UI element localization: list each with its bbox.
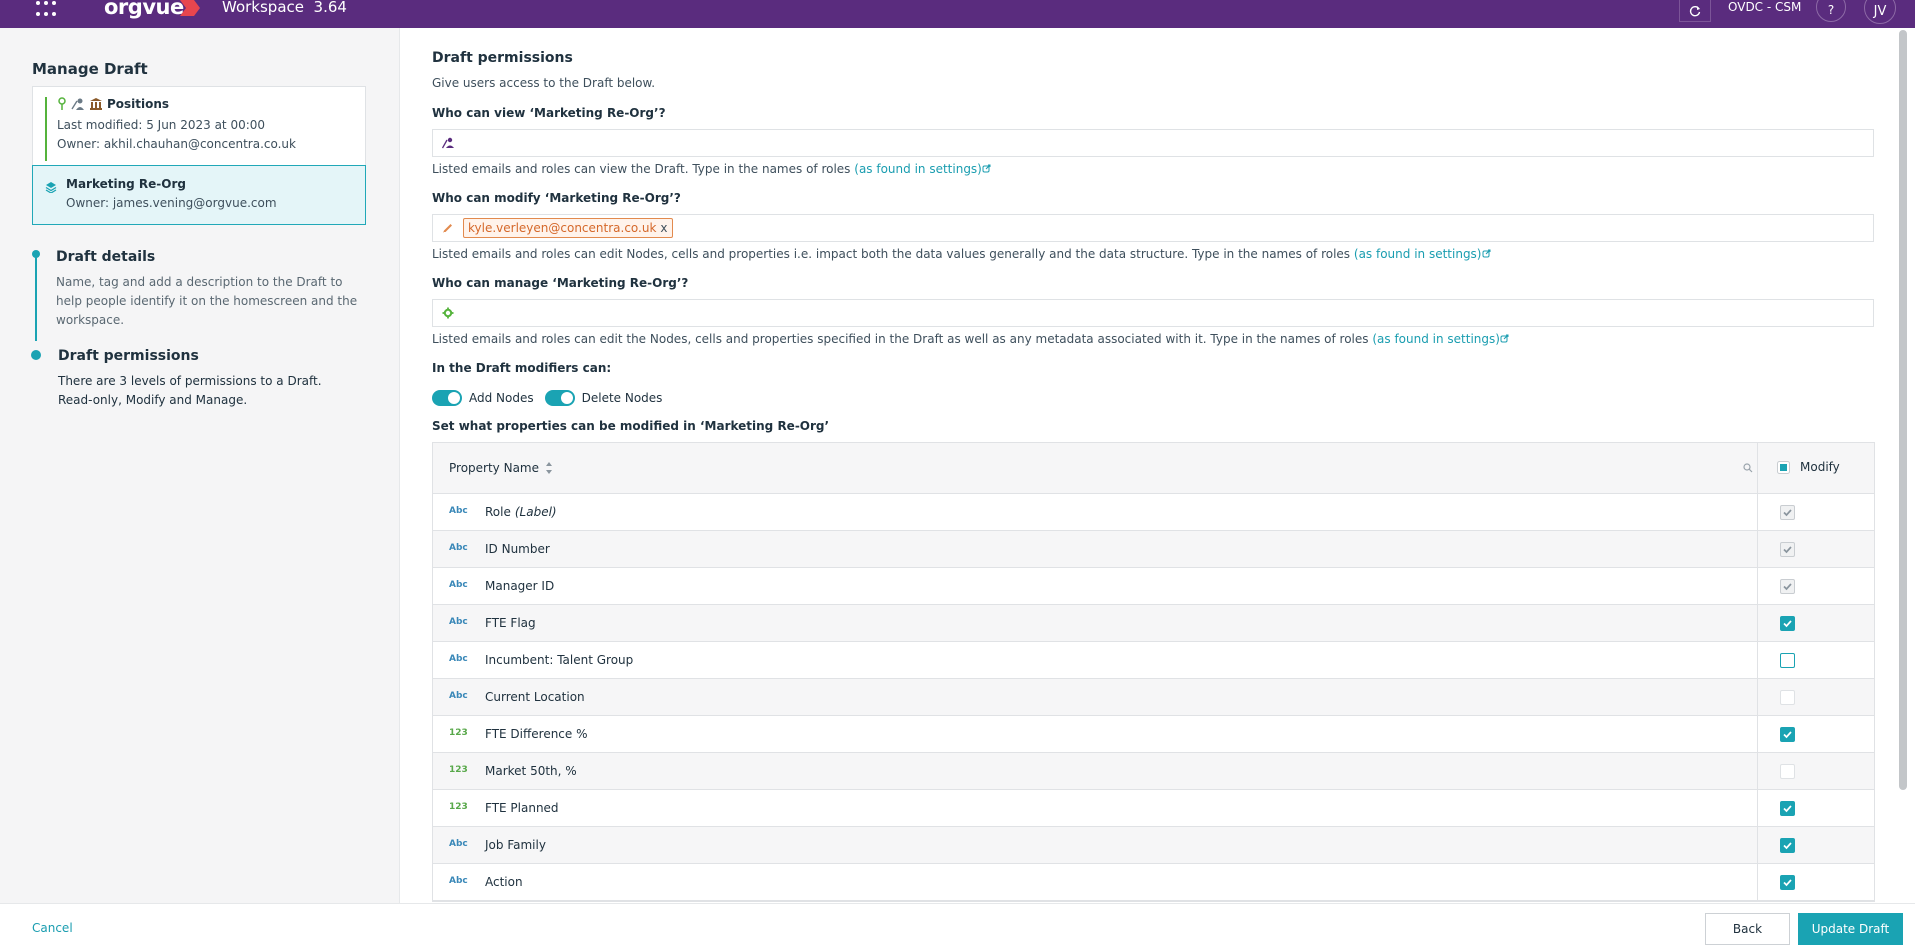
column-divider (1757, 753, 1758, 790)
modify-checkbox (1780, 542, 1795, 557)
table-row (433, 642, 1874, 679)
view-help-text (432, 162, 992, 176)
properties-title: Set what properties can be modified in ‘Marketing Re-Org’ (432, 419, 830, 433)
property-name (485, 653, 633, 667)
user-avatar[interactable]: JV (1864, 0, 1896, 24)
scrollbar-thumb[interactable] (1899, 30, 1907, 790)
edit-person-icon (71, 97, 85, 111)
draft-owner: Owner: james.vening@orgvue.com (66, 196, 277, 210)
modify-help-text (432, 247, 1492, 261)
property-name-text: Role (485, 505, 511, 519)
modify-settings-link[interactable]: (as found in settings) (1353, 247, 1482, 261)
property-name-text: ID Number (485, 542, 550, 556)
column-divider (1757, 443, 1758, 494)
check-icon (1782, 803, 1793, 814)
search-icon[interactable] (1743, 463, 1753, 473)
table-row (433, 568, 1874, 605)
dataset-last-modified: Last modified: 5 Jun 2023 at 00:00 (57, 118, 266, 132)
step-desc-permissions: There are 3 levels of permissions to a Draft. Read-only, Modify and Manage. (58, 374, 322, 407)
property-name (485, 616, 536, 630)
modify-checkbox[interactable] (1780, 616, 1795, 631)
table-row (433, 494, 1874, 531)
gear-icon (442, 307, 454, 319)
property-name (485, 801, 559, 815)
workspace-version (222, 0, 347, 16)
property-name-text: FTE Planned (485, 801, 559, 815)
column-divider (1757, 716, 1758, 753)
property-name-text: FTE Flag (485, 616, 536, 630)
manage-help: Listed emails and roles can edit the Nodes, cells and properties specified in the Draft as well as any metadata associated with it. Type in the names of roles (432, 332, 1369, 346)
dataset-card[interactable] (32, 86, 366, 166)
dataset-name: Positions (107, 97, 170, 111)
column-divider (1757, 642, 1758, 679)
draft-card[interactable] (32, 165, 366, 225)
tenant-selector[interactable]: OVDC - CSM (1728, 0, 1802, 14)
bank-icon (89, 97, 103, 111)
manage-settings-link[interactable]: (as found in settings) (1372, 332, 1500, 346)
check-icon (1782, 507, 1793, 518)
check-icon (1782, 581, 1793, 592)
footer (0, 903, 1915, 947)
modify-header[interactable] (1777, 460, 1840, 474)
check-icon (1782, 877, 1793, 888)
user-chip-email: kyle.verleyen@concentra.co.uk (468, 221, 657, 235)
modify-checkbox[interactable] (1780, 764, 1795, 779)
delete-nodes-label: Delete Nodes (581, 391, 663, 405)
help-button[interactable]: ? (1816, 0, 1846, 22)
top-bar (0, 0, 1915, 28)
text-type-icon: Abc (449, 506, 468, 516)
user-chip[interactable] (463, 218, 673, 238)
sidebar (0, 28, 400, 903)
step-dot-permissions (31, 350, 41, 360)
main-scrollbar[interactable] (1898, 30, 1908, 903)
delete-nodes-toggle[interactable] (545, 390, 575, 406)
modify-checkbox[interactable] (1780, 801, 1795, 816)
table-row (433, 605, 1874, 642)
column-divider (1757, 827, 1758, 864)
modify-label: Modify (1800, 460, 1840, 474)
property-name (485, 505, 557, 519)
property-name-text: Action (485, 875, 523, 889)
step-title-details[interactable]: Draft details (56, 249, 156, 265)
property-name-text: Manager ID (485, 579, 555, 593)
table-row (433, 531, 1874, 568)
text-type-icon: Abc (449, 876, 468, 886)
number-type-icon: 123 (449, 728, 468, 738)
sync-button[interactable] (1679, 0, 1711, 22)
table-row (433, 790, 1874, 827)
check-icon (1782, 544, 1793, 555)
pencil-icon (442, 222, 454, 234)
property-name (485, 875, 523, 889)
modify-permissions-input[interactable] (432, 214, 1874, 242)
modify-checkbox[interactable] (1780, 727, 1795, 742)
manage-question: Who can manage ‘Marketing Re-Org’? (432, 276, 689, 290)
manage-help-text (432, 332, 1510, 346)
logo-mark-icon (180, 0, 200, 16)
column-divider (1757, 531, 1758, 568)
modifiers-title: In the Draft modifiers can: (432, 361, 612, 375)
link-icon (1482, 248, 1492, 258)
modifier-toggles (432, 390, 662, 406)
property-name-text: Incumbent: Talent Group (485, 653, 634, 667)
column-divider (1757, 605, 1758, 642)
table-row (433, 827, 1874, 864)
text-type-icon: Abc (449, 691, 468, 701)
column-divider (1757, 790, 1758, 827)
column-divider (1757, 494, 1758, 531)
step-title-permissions[interactable]: Draft permissions (58, 348, 199, 364)
table-row (433, 864, 1874, 901)
remove-chip-icon[interactable]: x (660, 221, 668, 235)
text-type-icon: Abc (449, 654, 468, 664)
table-row (433, 716, 1874, 753)
view-help: Listed emails and roles can view the Draft. Type in the names of roles (432, 162, 851, 176)
check-icon (1782, 618, 1793, 629)
dataset-owner: Owner: akhil.chauhan@concentra.co.uk (57, 137, 296, 151)
property-label-suffix: (Label) (514, 505, 557, 519)
property-name (485, 838, 546, 852)
text-type-icon: Abc (449, 617, 468, 627)
check-icon (1782, 729, 1793, 740)
text-type-icon: Abc (449, 543, 468, 553)
cancel-link[interactable]: Cancel (32, 921, 73, 935)
orgvue-logo[interactable]: orgvue (104, 0, 184, 19)
property-name (485, 727, 588, 741)
modify-checkbox[interactable] (1780, 838, 1795, 853)
column-divider (1757, 864, 1758, 901)
step-connector (35, 256, 37, 341)
column-divider (1757, 679, 1758, 716)
property-name (485, 579, 554, 593)
modify-checkbox[interactable] (1780, 875, 1795, 890)
property-name (485, 542, 550, 556)
page-title: Draft permissions (432, 50, 573, 66)
table-body (433, 494, 1874, 901)
select-all-checkbox[interactable] (1777, 461, 1790, 474)
table-row (433, 679, 1874, 716)
check-icon (1782, 840, 1793, 851)
table-header (433, 443, 1874, 494)
number-type-icon: 123 (449, 802, 468, 812)
property-name-text: Market 50th, % (485, 764, 577, 778)
property-name-header[interactable] (449, 461, 553, 475)
sort-icon[interactable] (545, 461, 553, 475)
workspace-label: Workspace (222, 0, 304, 16)
view-person-icon (442, 137, 454, 149)
sync-icon (1689, 5, 1701, 17)
modify-checkbox[interactable] (1780, 690, 1795, 705)
draft-name: Marketing Re-Org (66, 177, 186, 191)
property-name (485, 690, 585, 704)
property-name-text: FTE Difference % (485, 727, 588, 741)
property-name-label: Property Name (449, 461, 539, 475)
step-dot-details (32, 250, 40, 258)
link-icon (1500, 333, 1510, 343)
modify-question: Who can modify ‘Marketing Re-Org’? (432, 191, 681, 205)
column-divider (1757, 568, 1758, 605)
modify-checkbox (1780, 579, 1795, 594)
text-type-icon: Abc (449, 580, 468, 590)
property-name-text: Job Family (485, 838, 546, 852)
text-type-icon: Abc (449, 839, 468, 849)
version-number: 3.64 (313, 0, 347, 16)
step-desc-details: Name, tag and add a description to the Draft to help people identify it on the homescreen and the workspace. (56, 275, 358, 327)
update-draft-button[interactable]: Update Draft (1798, 913, 1903, 945)
add-nodes-toggle[interactable] (432, 390, 462, 406)
main-panel (400, 28, 1915, 903)
view-question: Who can view ‘Marketing Re-Org’? (432, 106, 666, 120)
add-nodes-label: Add Nodes (469, 391, 534, 405)
modify-help: Listed emails and roles can edit Nodes, cells and properties i.e. impact both the data values generally and the data structure. Type in the names of roles (432, 247, 1351, 261)
modify-checkbox[interactable] (1780, 653, 1795, 668)
layers-icon (45, 181, 57, 193)
dataset-status-bar (45, 97, 47, 161)
page-subtitle: Give users access to the Draft below. (432, 76, 656, 90)
back-button[interactable]: Back (1705, 913, 1790, 945)
table-row (433, 753, 1874, 790)
view-settings-link[interactable]: (as found in settings) (854, 162, 982, 176)
app-grid-icon[interactable] (36, 0, 58, 18)
manage-permissions-input[interactable] (432, 299, 1874, 327)
view-permissions-input[interactable] (432, 129, 1874, 157)
properties-table (432, 442, 1875, 902)
property-name-text: Current Location (485, 690, 585, 704)
link-icon (982, 163, 992, 173)
number-type-icon: 123 (449, 765, 468, 775)
modify-checkbox (1780, 505, 1795, 520)
property-name (485, 764, 577, 778)
pin-icon (57, 97, 67, 111)
sidebar-title: Manage Draft (32, 60, 148, 78)
